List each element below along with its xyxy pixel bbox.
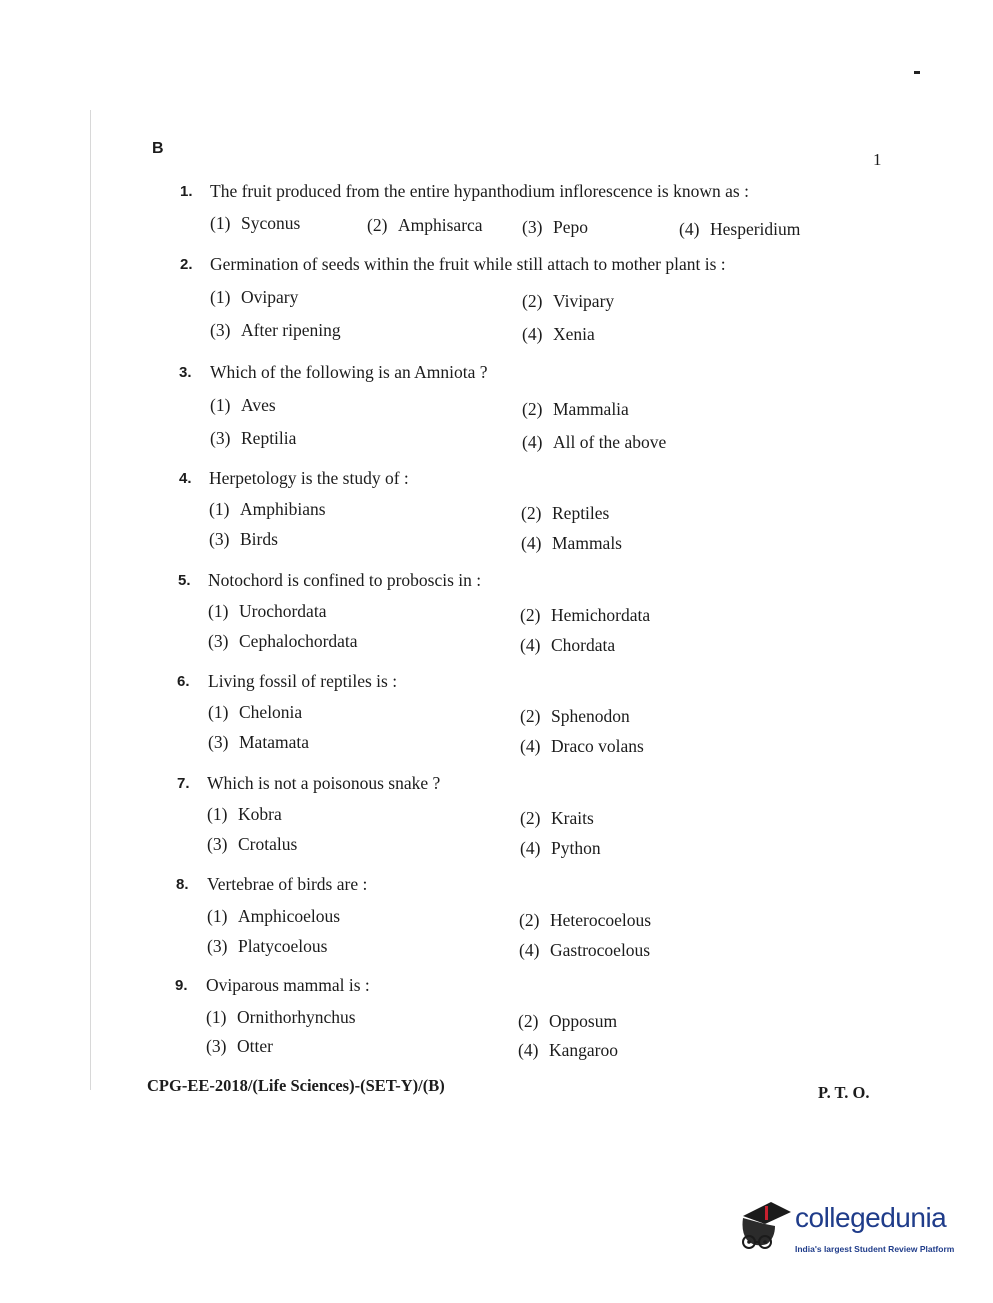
option-number: (2) xyxy=(520,808,541,828)
option-text: Cephalochordata xyxy=(239,631,358,651)
option-text: Platycoelous xyxy=(238,936,328,956)
option-number: (1) xyxy=(210,287,231,307)
scan-edge-line xyxy=(90,110,91,1090)
option-4 xyxy=(520,838,601,859)
option-2 xyxy=(520,706,630,727)
option-number: (2) xyxy=(520,706,541,726)
option-4 xyxy=(519,940,650,961)
option-text: Urochordata xyxy=(239,601,327,621)
option-text: Kangaroo xyxy=(549,1040,619,1060)
option-1 xyxy=(207,906,340,927)
option-1 xyxy=(207,804,282,825)
option-3 xyxy=(522,217,588,238)
option-3 xyxy=(208,732,309,753)
brand-name: collegedunia xyxy=(795,1202,947,1233)
option-number: (2) xyxy=(522,291,543,311)
option-number: (4) xyxy=(520,736,541,756)
question-number: 2. xyxy=(180,256,193,273)
option-text: Birds xyxy=(240,529,278,549)
option-text: Mammals xyxy=(552,533,622,553)
option-1 xyxy=(206,1007,356,1028)
option-text: Chelonia xyxy=(239,702,303,722)
option-text: All of the above xyxy=(553,432,667,452)
option-text: Aves xyxy=(241,395,276,415)
option-number: (1) xyxy=(207,804,228,824)
question-text: Which is not a poisonous snake ? xyxy=(207,773,441,793)
option-number: (4) xyxy=(519,940,540,960)
set-letter: B xyxy=(152,140,164,157)
option-text: Ornithorhynchus xyxy=(237,1007,356,1027)
question-text: Notochord is confined to proboscis in : xyxy=(208,570,482,590)
option-4 xyxy=(520,635,615,656)
question-number: 6. xyxy=(177,673,190,690)
option-text: Crotalus xyxy=(238,834,298,854)
option-1 xyxy=(210,213,300,234)
question-number: 1. xyxy=(180,183,193,200)
option-text: Sphenodon xyxy=(551,706,630,726)
option-number: (2) xyxy=(522,399,543,419)
option-number: (4) xyxy=(521,533,542,553)
option-text: Amphisarca xyxy=(398,215,483,235)
option-3 xyxy=(208,631,358,652)
option-4 xyxy=(522,324,595,345)
option-text: Heterocoelous xyxy=(550,910,652,930)
question-text: Herpetology is the study of : xyxy=(209,468,409,488)
question-text: Germination of seeds within the fruit while still attach to mother plant is : xyxy=(210,254,726,274)
question-text: The fruit produced from the entire hypanthodium inflorescence is known as : xyxy=(210,181,749,201)
option-1 xyxy=(208,601,326,622)
question-number: 7. xyxy=(177,775,190,792)
option-number: (2) xyxy=(367,215,388,235)
option-text: Syconus xyxy=(241,213,301,233)
option-text: Ovipary xyxy=(241,287,299,307)
option-3 xyxy=(206,1036,273,1057)
option-number: (4) xyxy=(522,432,543,452)
question-text: Oviparous mammal is : xyxy=(206,975,370,995)
question-text: Living fossil of reptiles is : xyxy=(208,671,398,691)
option-3 xyxy=(207,936,327,957)
option-number: (1) xyxy=(207,906,228,926)
option-1 xyxy=(209,499,326,520)
option-1 xyxy=(210,395,276,416)
option-number: (1) xyxy=(208,601,229,621)
option-2 xyxy=(522,291,614,312)
option-text: Hesperidium xyxy=(710,219,801,239)
question-number: 4. xyxy=(179,470,192,487)
option-text: Matamata xyxy=(239,732,309,752)
page-number: 1 xyxy=(873,150,882,169)
option-text: Amphicoelous xyxy=(238,906,341,926)
option-3 xyxy=(209,529,278,550)
option-2 xyxy=(521,503,609,524)
option-3 xyxy=(210,320,341,341)
option-number: (1) xyxy=(209,499,230,519)
option-number: (4) xyxy=(522,324,543,344)
option-number: (4) xyxy=(679,219,700,239)
option-1 xyxy=(208,702,302,723)
option-number: (4) xyxy=(520,635,541,655)
option-text: Draco volans xyxy=(551,736,644,756)
option-2 xyxy=(522,399,629,420)
option-4 xyxy=(520,736,644,757)
option-number: (3) xyxy=(522,217,543,237)
question-text: Vertebrae of birds are : xyxy=(207,874,368,894)
option-text: Otter xyxy=(237,1036,273,1056)
option-text: After ripening xyxy=(241,320,341,340)
option-text: Reptilia xyxy=(241,428,297,448)
option-text: Mammalia xyxy=(553,399,629,419)
option-number: (3) xyxy=(206,1036,227,1056)
option-text: Python xyxy=(551,838,601,858)
option-4 xyxy=(522,432,666,453)
option-text: Hemichordata xyxy=(551,605,651,625)
option-text: Kobra xyxy=(238,804,282,824)
pto-label: P. T. O. xyxy=(818,1083,870,1102)
option-2 xyxy=(520,808,594,829)
paper-code: CPG-EE-2018/(Life Sciences)-(SET-Y)/(B) xyxy=(147,1076,445,1095)
option-3 xyxy=(207,834,297,855)
option-number: (2) xyxy=(518,1011,539,1031)
option-text: Xenia xyxy=(553,324,595,344)
option-number: (3) xyxy=(210,320,231,340)
question-number: 8. xyxy=(176,876,189,893)
option-text: Reptiles xyxy=(552,503,610,523)
question-number: 9. xyxy=(175,977,188,994)
option-number: (1) xyxy=(206,1007,227,1027)
option-number: (3) xyxy=(210,428,231,448)
question-number: 5. xyxy=(178,572,191,589)
option-text: Gastrocoelous xyxy=(550,940,651,960)
option-text: Opposum xyxy=(549,1011,618,1031)
option-2 xyxy=(520,605,650,626)
option-number: (1) xyxy=(210,213,231,233)
option-number: (3) xyxy=(209,529,230,549)
scan-speck xyxy=(914,71,920,74)
option-2 xyxy=(519,910,651,931)
brand-tagline: India's largest Student Review Platform xyxy=(795,1244,955,1254)
option-number: (3) xyxy=(207,936,228,956)
option-text: Pepo xyxy=(553,217,588,237)
option-2 xyxy=(518,1011,617,1032)
option-number: (2) xyxy=(519,910,540,930)
option-3 xyxy=(210,428,296,449)
option-4 xyxy=(521,533,622,554)
option-text: Amphibians xyxy=(240,499,326,519)
option-number: (2) xyxy=(521,503,542,523)
collegedunia-logo xyxy=(735,1196,965,1266)
option-number: (3) xyxy=(208,631,229,651)
option-text: Kraits xyxy=(551,808,594,828)
option-text: Chordata xyxy=(551,635,616,655)
option-4 xyxy=(679,219,800,240)
question-text: Which of the following is an Amniota ? xyxy=(210,362,488,382)
option-number: (4) xyxy=(518,1040,539,1060)
option-number: (2) xyxy=(520,605,541,625)
option-text: Vivipary xyxy=(553,291,615,311)
question-number: 3. xyxy=(179,364,192,381)
option-2 xyxy=(367,215,483,236)
option-4 xyxy=(518,1040,618,1061)
option-number: (3) xyxy=(208,732,229,752)
option-number: (1) xyxy=(210,395,231,415)
option-number: (3) xyxy=(207,834,228,854)
mascot-graduation-cap-icon xyxy=(735,1196,793,1258)
option-number: (1) xyxy=(208,702,229,722)
option-number: (4) xyxy=(520,838,541,858)
option-1 xyxy=(210,287,298,308)
